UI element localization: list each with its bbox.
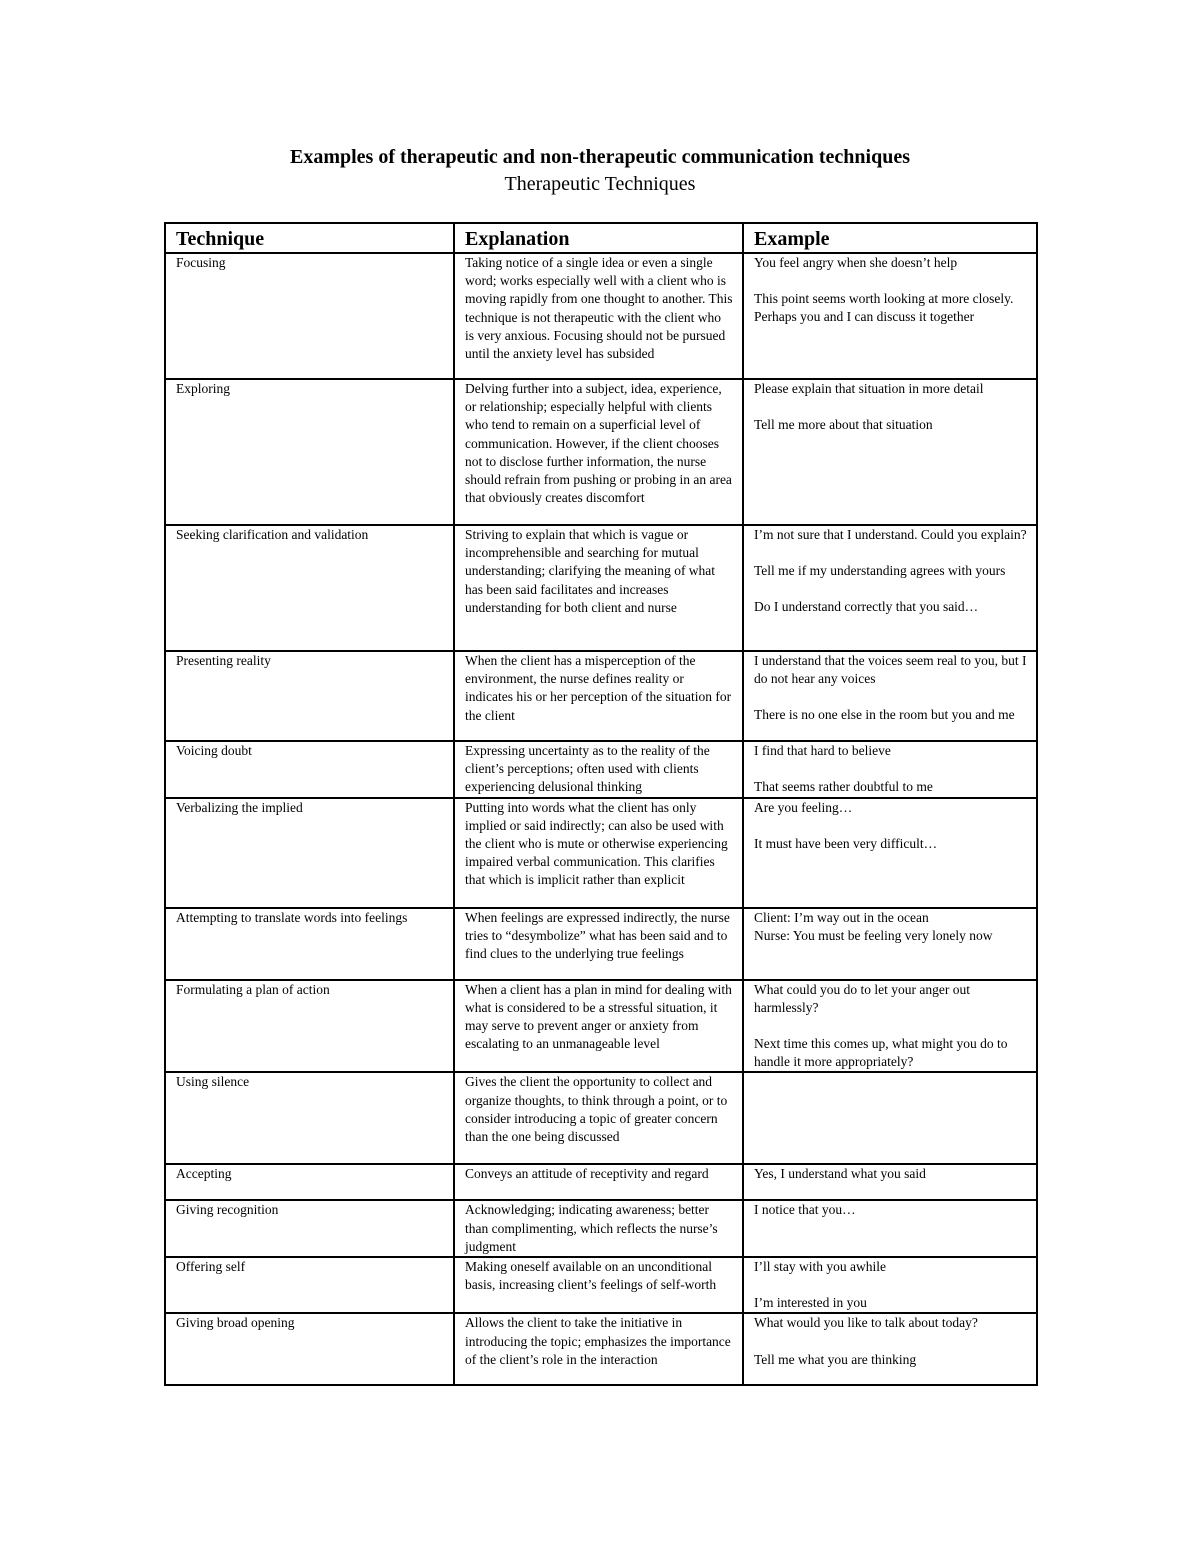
explanation-cell: Taking notice of a single idea or even a single word; works especially well with a client who is moving rapidly from one thought to another. This technique is not therapeutic with the client who is very anxious. Focusing should not be pursued until the anxiety level has subsided bbox=[454, 253, 743, 379]
example-text: Tell me more about that situation bbox=[754, 417, 933, 433]
table-row bbox=[165, 908, 1037, 980]
example-text: Client: I’m way out in the ocean bbox=[754, 909, 929, 925]
technique-cell: Verbalizing the implied bbox=[165, 798, 454, 908]
technique-cell: Voicing doubt bbox=[165, 741, 454, 798]
table-row bbox=[165, 741, 1037, 798]
column-header-example: Example bbox=[743, 223, 1037, 253]
example-text: I’m not sure that I understand. Could you explain? bbox=[754, 527, 1027, 542]
explanation-cell: When the client has a misperception of the environment, the nurse defines reality or indicates his or her perception of the situation for the client bbox=[454, 651, 743, 741]
technique-cell: Offering self bbox=[165, 1257, 454, 1313]
table-row bbox=[165, 1072, 1037, 1164]
example-text: Please explain that situation in more detail bbox=[754, 381, 984, 396]
example-text: There is no one else in the room but you and me bbox=[754, 707, 1015, 723]
document-subtitle: Therapeutic Techniques bbox=[504, 173, 696, 195]
example-cell bbox=[743, 798, 1037, 908]
example-text: Nurse: You must be feeling very lonely now bbox=[754, 927, 993, 943]
technique-cell: Giving broad opening bbox=[165, 1313, 454, 1385]
example-text: I notice that you… bbox=[754, 1202, 856, 1218]
example-cell bbox=[743, 1200, 1037, 1257]
explanation-cell: Gives the client the opportunity to collect and organize thoughts, to think through a point, or to consider introducing a topic of greater concern than the one being discussed bbox=[454, 1072, 743, 1164]
table-row bbox=[165, 798, 1037, 908]
techniques-table bbox=[164, 222, 1038, 1386]
explanation-cell: Allows the client to take the initiative in introducing the topic; emphasizes the importance of the client’s role in the interaction bbox=[454, 1313, 743, 1385]
example-cell bbox=[743, 253, 1037, 379]
example-cell bbox=[743, 908, 1037, 980]
example-text: Yes, I understand what you said bbox=[754, 1166, 926, 1182]
table-row bbox=[165, 1164, 1037, 1200]
example-cell bbox=[743, 1164, 1037, 1200]
example-text: Are you feeling… bbox=[754, 799, 853, 815]
table-row bbox=[165, 1200, 1037, 1257]
example-text: It must have been very difficult… bbox=[754, 835, 938, 851]
technique-cell: Accepting bbox=[165, 1164, 454, 1200]
table-header-row bbox=[165, 223, 1037, 253]
column-header-technique: Technique bbox=[165, 223, 454, 253]
explanation-cell: Striving to explain that which is vague or incomprehensible and searching for mutual understanding; clarifying the meaning of what has been said facilitates and increases understanding for both client and nurse bbox=[454, 525, 743, 651]
explanation-cell: Acknowledging; indicating awareness; better than complimenting, which reflects the nurse’s judgment bbox=[454, 1200, 743, 1257]
example-cell bbox=[743, 1257, 1037, 1313]
column-header-explanation: Explanation bbox=[454, 223, 743, 253]
example-text: That seems rather doubtful to me bbox=[754, 779, 933, 795]
example-text: Tell me if my understanding agrees with yours bbox=[754, 563, 1006, 579]
table-row bbox=[165, 1257, 1037, 1313]
example-text: What would you like to talk about today? bbox=[754, 1315, 978, 1331]
explanation-cell: When feelings are expressed indirectly, the nurse tries to “desymbolize” what has been said and to find clues to the underlying true feelings bbox=[454, 908, 743, 980]
document-title: Examples of therapeutic and non-therapeutic communication techniques bbox=[290, 146, 910, 168]
example-cell bbox=[743, 980, 1037, 1073]
explanation-cell: Putting into words what the client has only implied or said indirectly; can also be used with the client who is mute or otherwise experiencing impaired verbal communication. This clarifies that which is implicit rather than explicit bbox=[454, 798, 743, 908]
technique-cell: Presenting reality bbox=[165, 651, 454, 741]
example-cell bbox=[743, 1313, 1037, 1385]
technique-cell: Formulating a plan of action bbox=[165, 980, 454, 1073]
technique-cell: Using silence bbox=[165, 1072, 454, 1164]
table-row bbox=[165, 651, 1037, 741]
explanation-cell: Making oneself available on an unconditional basis, increasing client’s feelings of self-worth bbox=[454, 1257, 743, 1313]
explanation-cell: When a client has a plan in mind for dealing with what is considered to be a stressful situation, it may serve to prevent anger or anxiety from escalating to an unmanageable level bbox=[454, 980, 743, 1073]
example-text: What could you do to let your anger out harmlessly? bbox=[754, 981, 970, 1015]
example-cell bbox=[743, 379, 1037, 525]
technique-cell: Seeking clarification and validation bbox=[165, 525, 454, 651]
example-text: I’ll stay with you awhile bbox=[754, 1259, 886, 1275]
table-row bbox=[165, 379, 1037, 525]
example-text: Next time this comes up, what might you do to handle it more appropriately? bbox=[754, 1036, 1008, 1070]
example-cell bbox=[743, 525, 1037, 651]
example-text: I find that hard to believe bbox=[754, 743, 891, 758]
explanation-cell: Delving further into a subject, idea, experience, or relationship; especially helpful with clients who tend to remain on a superficial level of communication. However, if the client chooses not to disclose further information, the nurse should refrain from pushing or probing in an area that obviously creates discomfort bbox=[454, 379, 743, 525]
technique-cell: Focusing bbox=[165, 253, 454, 379]
table-row bbox=[165, 980, 1037, 1073]
example-text: I’m interested in you bbox=[754, 1295, 867, 1311]
table-row bbox=[165, 253, 1037, 379]
technique-cell: Attempting to translate words into feelings bbox=[165, 908, 454, 980]
example-cell bbox=[743, 1072, 1037, 1164]
example-cell bbox=[743, 741, 1037, 798]
example-text: This point seems worth looking at more closely. Perhaps you and I can discuss it together bbox=[754, 291, 1014, 325]
technique-cell: Exploring bbox=[165, 379, 454, 525]
technique-cell: Giving recognition bbox=[165, 1200, 454, 1257]
table-row bbox=[165, 1313, 1037, 1385]
example-text: I understand that the voices seem real to you, but I do not hear any voices bbox=[754, 653, 1027, 687]
explanation-cell: Expressing uncertainty as to the reality of the client’s perceptions; often used with clients experiencing delusional thinking bbox=[454, 741, 743, 798]
example-cell bbox=[743, 651, 1037, 741]
example-text: Tell me what you are thinking bbox=[754, 1351, 917, 1367]
example-text: You feel angry when she doesn’t help bbox=[754, 255, 958, 270]
example-text: Do I understand correctly that you said… bbox=[754, 599, 979, 615]
explanation-cell: Conveys an attitude of receptivity and regard bbox=[454, 1164, 743, 1200]
table-row bbox=[165, 525, 1037, 651]
